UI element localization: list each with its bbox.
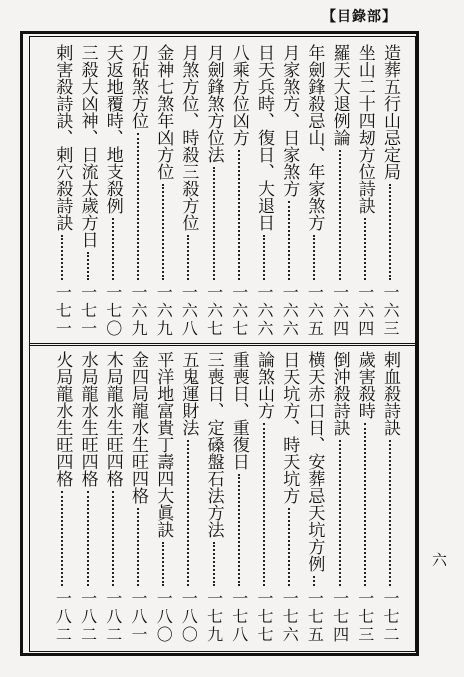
toc-entry-title: 金四局龍水生旺四格 <box>128 351 148 504</box>
toc-entry-page: 一七三 <box>355 590 375 644</box>
toc-entry-page: 一六六 <box>280 284 300 338</box>
toc-entry-page: 一八一 <box>129 590 148 644</box>
dot-leader <box>162 184 164 280</box>
toc-entry-page: 一七五 <box>305 590 325 644</box>
toc-entry-page: 一八二 <box>78 590 98 644</box>
dot-leader <box>313 576 315 586</box>
toc-entry-title: 坐山二十四刼方位詩訣 <box>354 44 375 214</box>
dot-leader <box>87 252 89 280</box>
toc-entry <box>127 351 149 644</box>
toc-entry-title: 三殺大凶神、日流太歲方日 <box>77 44 98 248</box>
toc-entry-page: 一七八 <box>229 590 249 644</box>
dot-leader <box>137 133 139 280</box>
toc-entry <box>329 351 351 644</box>
dot-leader <box>213 167 215 280</box>
toc-entry <box>77 44 99 338</box>
toc-entry-title: 日天坑方、時天坑方 <box>279 351 300 504</box>
toc-entry-title: 平洋地富貴丁壽四大眞訣 <box>153 351 174 538</box>
toc-entry-page: 一六九 <box>129 284 148 338</box>
toc-entry-page: 一六八 <box>179 284 199 338</box>
toc-entry <box>354 351 376 644</box>
toc-entry-title: 八乘方位凶方 <box>228 44 249 146</box>
dot-leader <box>288 201 290 280</box>
toc-entry-title: 歲害殺時 <box>354 351 375 419</box>
dot-leader <box>238 150 240 280</box>
dot-leader <box>263 235 265 280</box>
toc-entry-page: 一八二 <box>53 590 73 644</box>
toc-entry <box>303 351 325 644</box>
toc-entry-title: 横天赤口日、安葬忌天坑方例 <box>304 351 325 572</box>
toc-entry-title: 天返地覆時、地支殺例 <box>102 44 123 214</box>
toc-entry-page: 一八二 <box>103 590 123 644</box>
toc-entry <box>177 351 199 644</box>
toc-entry-title: 月煞方位、時殺三殺方位 <box>178 44 199 231</box>
dot-leader <box>339 440 341 586</box>
toc-entry-page: 一六九 <box>154 284 174 338</box>
toc-entry-title: 剌血殺詩訣 <box>380 351 400 436</box>
dot-leader <box>112 218 114 280</box>
dot-leader <box>313 235 315 280</box>
toc-entry <box>51 351 73 644</box>
toc-entry-title: 水局龍水生旺四格 <box>77 351 98 487</box>
toc-entry <box>152 44 174 338</box>
toc-entry-page: 一七七 <box>255 590 274 644</box>
toc-entry <box>278 44 300 338</box>
toc-entry <box>203 351 225 644</box>
toc-entry-title: 火局龍水生旺四格 <box>52 351 73 487</box>
toc-entry-page: 一六六 <box>255 284 274 338</box>
toc-entry-page: 一六四 <box>355 284 375 338</box>
toc-entry-page: 一六七 <box>204 284 224 338</box>
toc-entry-title: 日天兵時、復日、大退日 <box>254 44 274 231</box>
section-divider <box>29 343 416 346</box>
dot-leader <box>61 491 63 586</box>
toc-entry <box>203 44 225 338</box>
toc-entry <box>77 351 99 644</box>
toc-entry <box>253 44 275 338</box>
dot-leader <box>364 423 366 586</box>
toc-entry <box>253 351 275 644</box>
dot-leader <box>137 508 139 586</box>
toc-entry-page: 一七九 <box>204 590 224 644</box>
toc-entry-title: 刀砧煞方位 <box>128 44 148 129</box>
toc-entry-title: 剌害殺詩訣、剌穴殺詩訣 <box>52 44 73 231</box>
toc-entry-page: 一六七 <box>229 284 249 338</box>
section-header: 【目錄部】 <box>322 9 397 25</box>
toc-entry <box>102 44 124 338</box>
toc-entry <box>329 44 351 338</box>
dot-leader <box>288 508 290 586</box>
toc-entry <box>303 44 325 338</box>
dot-leader <box>238 474 240 586</box>
toc-entry-page: 一八〇 <box>154 590 174 644</box>
toc-entry-title: 金神七煞年凶方位 <box>153 44 174 180</box>
dot-leader <box>87 491 89 586</box>
toc-entry-title: 月劍鋒煞方位法 <box>203 44 224 163</box>
toc-entry-title: 造葬五行山忌定局 <box>380 44 400 180</box>
toc-entry <box>379 44 401 338</box>
toc-entry-title: 年劍鋒殺忌山、年家煞方 <box>304 44 325 231</box>
toc-entry-page: 一七六 <box>280 590 300 644</box>
toc-entry-title: 論煞山方 <box>254 351 274 419</box>
page-number: 六 <box>432 551 448 569</box>
toc-entry-page: 一七一 <box>78 284 98 338</box>
toc-entry <box>51 44 73 338</box>
dot-leader <box>187 440 189 586</box>
toc-entry-title: 五鬼運財法 <box>178 351 199 436</box>
toc-entry-page: 一七二 <box>381 590 400 644</box>
dot-leader <box>112 491 114 586</box>
toc-entry-title: 羅天大退例論 <box>329 44 350 146</box>
toc-entry-page: 一六四 <box>330 284 350 338</box>
toc-entry <box>354 44 376 338</box>
dot-leader <box>61 235 63 280</box>
toc-entry-title: 月家煞方、日家煞方 <box>279 44 300 197</box>
toc-entry <box>379 351 401 644</box>
toc-entry-page: 一六三 <box>381 284 400 338</box>
toc-entry <box>127 44 149 338</box>
toc-entry-page: 一六五 <box>305 284 325 338</box>
toc-entry <box>177 44 199 338</box>
dot-leader <box>263 423 265 586</box>
toc-entry <box>102 351 124 644</box>
toc-entry-page: 一七四 <box>330 590 350 644</box>
dot-leader <box>339 150 341 280</box>
toc-entry <box>228 351 250 644</box>
dot-leader <box>213 542 215 586</box>
dot-leader <box>162 542 164 586</box>
dot-leader <box>389 440 391 586</box>
toc-entry-page: 一七〇 <box>103 284 123 338</box>
toc-entry-page: 一八〇 <box>179 590 199 644</box>
toc-entry-title: 倒沖殺詩訣 <box>329 351 350 436</box>
toc-entry <box>228 44 250 338</box>
toc-entry-title: 重喪日、重復日 <box>228 351 249 470</box>
toc-entry-title: 三喪日、定磉盤石法方法 <box>203 351 224 538</box>
toc-entry <box>278 351 300 644</box>
toc-entry-title: 木局龍水生旺四格 <box>102 351 123 487</box>
dot-leader <box>187 235 189 280</box>
toc-entry-page: 一七一 <box>53 284 73 338</box>
dot-leader <box>389 184 391 280</box>
dot-leader <box>364 218 366 280</box>
toc-entry <box>152 351 174 644</box>
